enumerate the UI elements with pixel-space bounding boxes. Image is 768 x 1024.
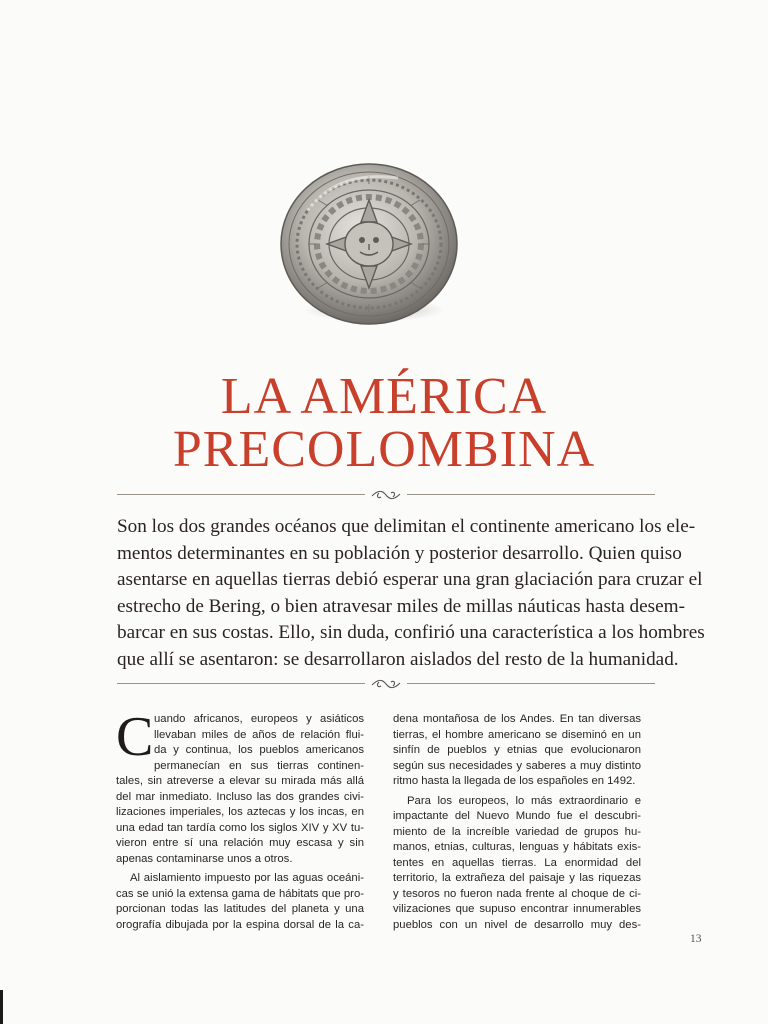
text-line: territorio, la extrañeza del paisaje y las riquezas <box>393 872 641 884</box>
text-line: llevaban miles de años de relación flui- <box>154 728 364 741</box>
intro-line: que allí se asentaron: se desarrollaron aislados del resto de la humanidad. <box>117 648 679 670</box>
intro-line: asentarse en aquellas tierras debió esperar una gran glaciación para cruzar el <box>117 569 703 590</box>
text-line: da y continua, los pueblos americanos <box>154 744 364 756</box>
scan-edge-mark <box>0 990 3 1024</box>
text-line: permanecían en sus tierras continen- <box>154 759 364 772</box>
text-line: orografía dibujada por la espina dorsal de la ca- <box>116 918 364 931</box>
text-line: porcionan todas las latitudes del planeta y una <box>116 903 364 915</box>
text-line: uando africanos, europeos y asiáticos <box>154 713 364 725</box>
title-line-2: PRECOLOMBINA <box>172 421 596 478</box>
intro-line: barcar en sus costas. Ello, sin duda, confirió una característica a los hombres <box>117 622 705 643</box>
intro-line: mentos determinantes en su población y posterior desarrollo. Quien quiso <box>117 542 682 564</box>
ornament-flourish-icon <box>370 677 402 691</box>
rule-line <box>407 683 655 684</box>
body-column-left <box>116 712 364 933</box>
ornament-rule-top <box>117 488 655 502</box>
text-line: vilizaciones que supuso encontrar innumerables <box>393 903 641 915</box>
text-line: Para los europeos, lo más extraordinario e <box>407 794 641 807</box>
text-line: y tesoros no fueron nada frente al choque de ci- <box>393 887 641 900</box>
text-line: miento de la increíble variedad de grupos hu- <box>393 825 641 838</box>
text-line: pueblos con un nivel de desarrollo muy des- <box>393 918 641 931</box>
rule-line <box>117 683 365 684</box>
text-line: Al aislamiento impuesto por las aguas oceáni- <box>130 872 364 884</box>
text-line: del mar inmediato. Incluso las dos grandes civi- <box>116 790 364 803</box>
text-line: dena montañosa de los Andes. En tan diversas <box>393 713 641 725</box>
text-line: ritmo hasta la llegada de los españoles en 1492. <box>393 775 636 787</box>
text-line: cas se unió la extensa gama de hábitats que pro- <box>116 887 364 900</box>
ornament-rule-bottom <box>117 677 655 691</box>
intro-line: Son los dos grandes océanos que delimitan el continente americano los ele- <box>117 516 696 537</box>
page-number: 13 <box>690 933 702 945</box>
text-line: según sus necesidades y saberes a muy distinto <box>393 759 641 772</box>
title-line-1: LA AMÉRICA <box>220 368 548 425</box>
page-title <box>0 370 768 476</box>
ornament-flourish-icon <box>370 488 402 502</box>
text-line: apenas contaminarse unos a otros. <box>116 852 293 865</box>
text-line: tales, sin atreverse a elevar su mirada más allá <box>116 775 364 787</box>
text-line: tierras, el hombre americano se diseminó en un <box>393 728 641 741</box>
text-line: una edad tan tardía como los siglos XIV y XV tu- <box>116 821 364 834</box>
text-line: vieron entre sí una relación muy escasa y sin <box>116 837 364 849</box>
text-line: lizaciones imperiales, los aztecas y los incas, en <box>116 806 364 818</box>
text-line: tentes en aquellas tierras. La enormidad del <box>393 856 641 869</box>
aztec-sun-stone-icon <box>278 160 462 328</box>
text-line: impactante del Nuevo Mundo fue el descubri- <box>393 810 641 822</box>
intro-paragraph <box>117 514 705 673</box>
intro-line: estrecho de Bering, o bien atravesar miles de millas náuticas hasta desem- <box>117 595 685 617</box>
text-line: manos, etnias, culturas, lenguas y hábitats exis- <box>393 841 641 853</box>
rule-line <box>407 494 655 495</box>
drop-cap: C <box>116 706 154 768</box>
body-column-right <box>393 712 641 933</box>
rule-line <box>117 494 365 495</box>
text-line: sinfín de pueblos y etnias que evolucionaron <box>393 744 641 756</box>
